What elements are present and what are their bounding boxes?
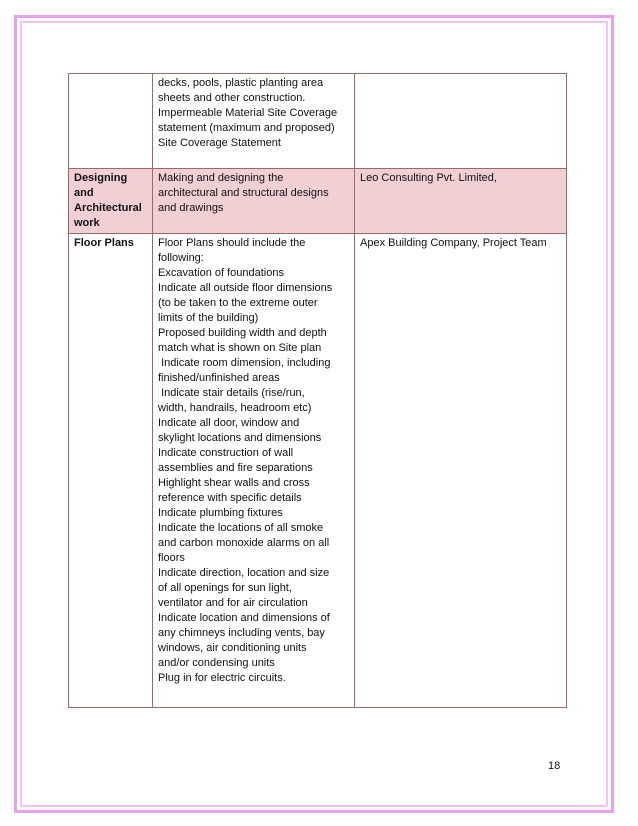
detail-line: ventilator and for air circulation xyxy=(158,597,308,609)
table-row xyxy=(69,74,567,169)
detail-line: any chimneys including vents, bay xyxy=(158,627,325,639)
row-label-cell: Designing and Architectural work xyxy=(69,169,153,234)
row-details-cell xyxy=(153,234,355,708)
detail-line: Impermeable Material Site Coverage xyxy=(158,107,338,119)
document-table xyxy=(68,73,567,708)
detail-line: architectural and structural designs xyxy=(158,187,329,199)
detail-line: floors xyxy=(158,552,185,564)
detail-line: Proposed building width and depth xyxy=(158,327,327,339)
detail-line: and carbon monoxide alarms on all xyxy=(158,537,330,549)
detail-line: Indicate the locations of all smoke xyxy=(158,522,324,534)
detail-line: assemblies and fire separations xyxy=(158,462,313,474)
detail-line: Highlight shear walls and cross xyxy=(158,477,310,489)
row-responsible-cell: Apex Building Company, Project Team xyxy=(355,234,567,708)
detail-line: Excavation of foundations xyxy=(158,267,284,279)
detail-line: of all openings for sun light, xyxy=(158,582,292,594)
detail-line: decks, pools, plastic planting area xyxy=(158,77,324,89)
detail-line: Indicate stair details (rise/run, xyxy=(158,387,305,399)
page-number: 18 xyxy=(548,760,561,772)
detail-line: width, handrails, headroom etc) xyxy=(158,402,312,414)
detail-line: reference with specific details xyxy=(158,492,302,504)
detail-line: following: xyxy=(158,252,204,264)
detail-line: Indicate room dimension, including xyxy=(158,357,331,369)
detail-line: Indicate all door, window and xyxy=(158,417,300,429)
detail-line: Indicate plumbing fixtures xyxy=(158,507,283,519)
detail-line: Indicate location and dimensions of xyxy=(158,612,330,624)
detail-line: finished/unfinished areas xyxy=(158,372,280,384)
table-row xyxy=(69,234,567,708)
detail-line: Site Coverage Statement xyxy=(158,137,281,149)
detail-line: Making and designing the xyxy=(158,172,284,184)
detail-line: skylight locations and dimensions xyxy=(158,432,322,444)
detail-line: (to be taken to the extreme outer xyxy=(158,297,318,309)
row-label-cell: Floor Plans xyxy=(69,234,153,708)
detail-line: sheets and other construction. xyxy=(158,92,306,104)
row-responsible-cell: Leo Consulting Pvt. Limited, xyxy=(355,169,567,234)
row-details-cell xyxy=(153,74,355,169)
detail-line: Floor Plans should include the xyxy=(158,237,306,249)
detail-line: Indicate all outside floor dimensions xyxy=(158,282,333,294)
row-label-cell xyxy=(69,74,153,169)
detail-line: windows, air conditioning units xyxy=(158,642,307,654)
detail-line: and/or condensing units xyxy=(158,657,275,669)
detail-line: limits of the building) xyxy=(158,312,259,324)
detail-line: and drawings xyxy=(158,202,224,214)
row-details-cell xyxy=(153,169,355,234)
detail-line: match what is shown on Site plan xyxy=(158,342,322,354)
detail-line: Indicate direction, location and size xyxy=(158,567,330,579)
detail-line: Plug in for electric circuits. xyxy=(158,672,286,684)
detail-line: statement (maximum and proposed) xyxy=(158,122,335,134)
detail-line: Indicate construction of wall xyxy=(158,447,294,459)
table-row xyxy=(69,169,567,234)
row-responsible-cell xyxy=(355,74,567,169)
